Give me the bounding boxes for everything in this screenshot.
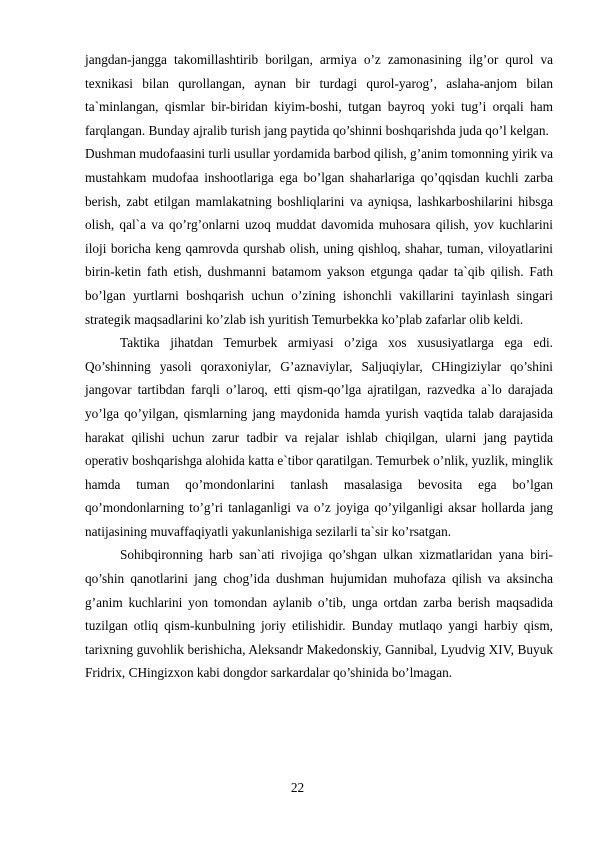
paragraph-tactics: Taktika jihatdan Temurbek armiyasi o’ziga xos xususiyatlarga ega edi. Qo’shinning yasoli qoraxoniylar, G’aznaviylar, Saljuqiylar, CHingiziylar qo’shini jangovar tartibdan farqli o’laroq, etti qism-qo’lga ajratilgan, razvedka a`lo darajada yo’lga qo’yilgan, qismlarning jang maydonida hamda yurish vaqtida talab darajasida harakat qilishi uchun zarur tadbir va rejalar ishlab chiqilgan, ularni jang paytida operativ boshqarishga alohida katta e`tibor qaratilgan. Temurbek o’nlik, yuzlik, minglik hamda tuman qo’mondonlarini tanlash masalasiga bevosita ega bo’lgan qo’mondonlarning to’g’ri tanlaganligi va o’z joyiga qo’yilganligi aksar hollarda jang natijasining muvaffaqiyatli yakunlanishiga sezilarli ta`sir ko’rsatgan. (85, 335, 553, 539)
body-text (85, 48, 553, 685)
paragraph-continuation: jangdan-jangga takomillashtirib borilgan, armiya o’z zamonasining ilg’or qurol va texnikasi bilan qurollangan, aynan bir turdagi qurol-yarog’, aslaha-anjom bilan ta`minlangan, qismlar bir-biridan kiyim-boshi, tutgan bayroq yoki tug’i orqali ham farqlangan. Bunday ajralib turish jang paytida qo’shinni boshqarishda juda qo’l kelgan. (85, 52, 553, 138)
page-number: 22 (290, 780, 305, 795)
paragraph-strategy: Dushman mudofaasini turli usullar yordamida barbod qilish, g’anim tomonning yirik va mustahkam mudofaa inshootlariga ega bo’lgan shaharlariga qo’qqisdan kuchli zarba berish, zabt etilgan mamlakatning boshliqlarini va ayniqsa, lashkarboshilarini hibsga olish, qal`a va qo’rg’onlarni uzoq muddat davomida muhosara qilish, yov kuchlarini iloji boricha keng qamrovda qurshab olish, uning qishloq, shahar, tuman, viloyatlarini birin-ketin fath etish, dushmanni batamom yakson etgunga qadar ta`qib qilish. Fath bo’lgan yurtlarni boshqarish uchun o’zining ishonchli vakillarini tayinlash singari strategik maqsadlarini ko’zlab ish yuritish Temurbekka ko’plab zafarlar olib keldi. (85, 146, 553, 327)
paragraph-cavalry: Sohibqironning harb san`ati rivojiga qo’shgan ulkan xizmatlaridan yana biri- qo’shin qanotlarini jang chog’ida dushman hujumidan muhofaza qilish va aksincha g’anim kuchlarini yon tomondan aylanib o’tib, unga ortdan zarba berish maqsadida tuzilgan otliq qism-kunbulning joriy etilishidir. Bunday mutlaqo yangi harbiy qism, tarixning guvohlik berishicha, Aleksandr Makedonskiy, Gannibal, Lyudvig XIV, Buyuk Fridrix, CHingizxon kabi dongdor sarkardalar qo’shinida bo’lmagan. (85, 547, 553, 681)
